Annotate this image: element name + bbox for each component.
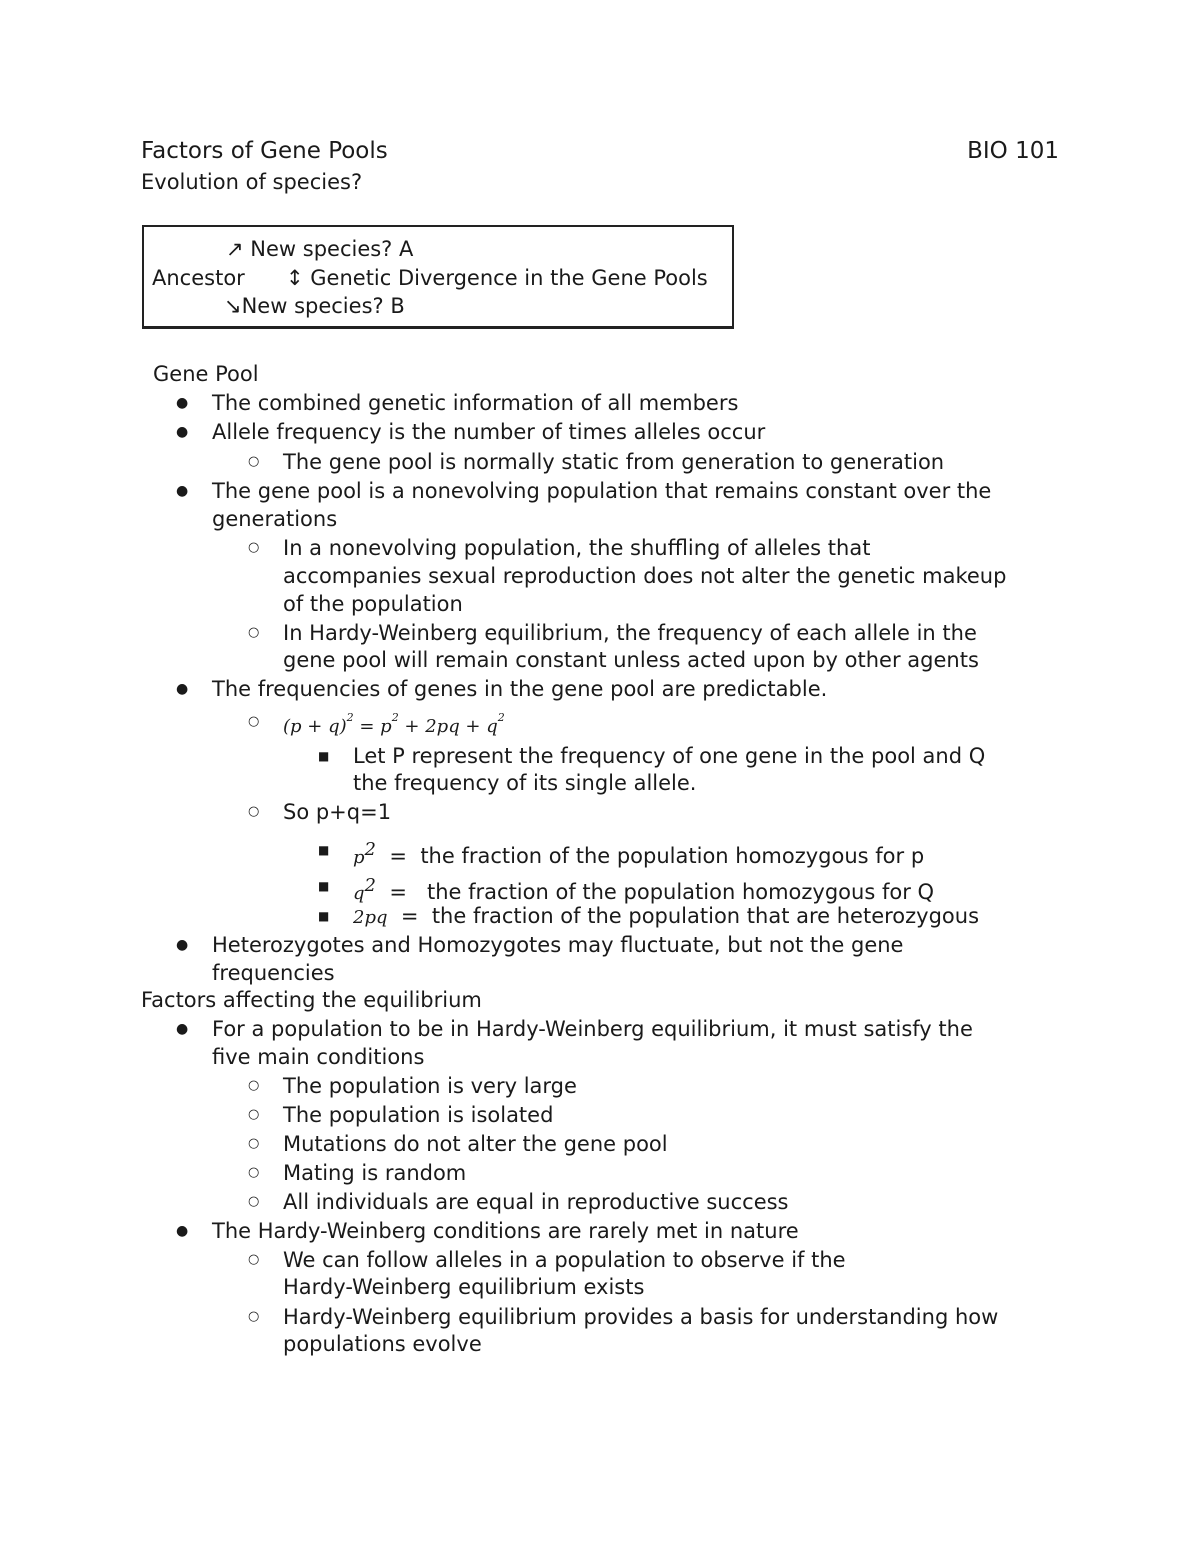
bullet-circle: ○ [248,1165,260,1180]
definition-text: the fraction of the population that are heterozygous [431,904,980,928]
list-item: Mutations do not alter the gene pool [283,1132,668,1156]
list-item: We can follow alleles in a population to observe if the [283,1248,846,1272]
bullet-circle: ○ [248,1309,260,1324]
list-item: The gene pool is a nonevolving population that remains constant over the [212,479,992,503]
list-item: The combined genetic information of all members [212,391,739,415]
list-item: Mating is random [283,1161,467,1185]
definition-text: the fraction of the population homozygous for p [420,844,925,868]
bullet-circle: ○ [248,1194,260,1209]
bullet-square: ■ [318,879,330,893]
section-heading-gene-pool: Gene Pool [153,362,259,386]
definition-text: the fraction of the population homozygous for Q [426,880,935,904]
bullet-disc: ● [176,395,189,411]
list-item-continuation: generations [212,507,338,531]
hardy-weinberg-equation [283,708,505,741]
eq-part: + 2pq + q [398,716,498,737]
list-item-continuation: accompanies sexual reproduction does not alter the genetic makeup [283,564,1007,588]
bullet-circle: ○ [248,804,260,819]
eq-part: (p + q) [283,716,347,737]
diagram-divergence: ↕ Genetic Divergence in the Gene Pools [286,266,708,290]
section-heading-factors: Factors affecting the equilibrium [141,988,482,1012]
bullet-disc: ● [176,681,189,697]
bullet-circle: ○ [248,1078,260,1093]
list-item: The gene pool is normally static from generation to generation [283,450,945,474]
list-item: The population is very large [283,1074,577,1098]
list-item-continuation: the frequency of its single allele. [353,771,697,795]
eq-exponent: 2 [346,711,354,724]
list-item: The population is isolated [283,1103,554,1127]
bullet-disc: ● [176,1223,189,1239]
page-subtitle: Evolution of species? [141,170,363,194]
math-symbol: q [353,883,365,904]
diagram-new-species-a: ↗ New species? A [226,237,414,261]
list-item: All individuals are equal in reproductive success [283,1190,789,1214]
bullet-disc: ● [176,483,189,499]
divergence-diagram [142,225,734,329]
bullet-circle: ○ [248,1136,260,1151]
page-title: Factors of Gene Pools [141,138,388,164]
eq-exponent: 2 [391,711,399,724]
list-item-continuation: five main conditions [212,1045,425,1069]
list-item: In Hardy-Weinberg equilibrium, the frequency of each allele in the [283,621,977,645]
list-item: Hardy-Weinberg equilibrium provides a basis for understanding how [283,1305,999,1329]
list-item-continuation: gene pool will remain constant unless acted upon by other agents [283,648,979,672]
eq-exponent: 2 [364,839,376,860]
bullet-square: ■ [318,909,330,923]
list-item: The frequencies of genes in the gene pool are predictable. [212,677,828,701]
diagram-ancestor: Ancestor [152,266,245,290]
bullet-circle: ○ [248,454,260,469]
list-item: In a nonevolving population, the shuffling of alleles that [283,536,871,560]
course-code: BIO 101 [967,138,1059,164]
list-item: So p+q=1 [283,800,392,824]
bullet-disc: ● [176,937,189,953]
eq-exponent: 2 [497,711,505,724]
list-item-continuation: frequencies [212,961,335,985]
eq-part: = p [353,716,392,737]
equals-sign: = [389,880,407,904]
eq-exponent: 2 [364,875,376,896]
list-item: The Hardy-Weinberg conditions are rarely met in nature [212,1219,799,1243]
bullet-circle: ○ [248,625,260,640]
bullet-circle: ○ [248,540,260,555]
list-item-continuation: populations evolve [283,1332,482,1356]
bullet-square: ■ [318,749,330,763]
list-item: Heterozygotes and Homozygotes may fluctuate, but not the gene [212,933,904,957]
list-item-p-squared [353,836,924,872]
bullet-circle: ○ [248,1107,260,1122]
bullet-disc: ● [176,1021,189,1037]
bullet-disc: ● [176,424,189,440]
diagram-new-species-b: ↘New species? B [224,294,405,318]
math-symbol: p [353,847,365,868]
equals-sign: = [400,904,419,928]
list-item: Allele frequency is the number of times alleles occur [212,420,766,444]
math-symbol: 2pq [353,907,388,928]
list-item: Let P represent the frequency of one gene in the pool and Q [353,744,986,768]
list-item-continuation: of the population [283,592,463,616]
list-item: For a population to be in Hardy-Weinberg equilibrium, it must satisfy the [212,1017,973,1041]
bullet-circle: ○ [248,1252,260,1267]
bullet-circle: ○ [248,714,260,729]
equals-sign: = [389,844,407,868]
list-item-2pq [353,902,979,932]
list-item-continuation: Hardy-Weinberg equilibrium exists [283,1275,645,1299]
bullet-square: ■ [318,843,330,857]
